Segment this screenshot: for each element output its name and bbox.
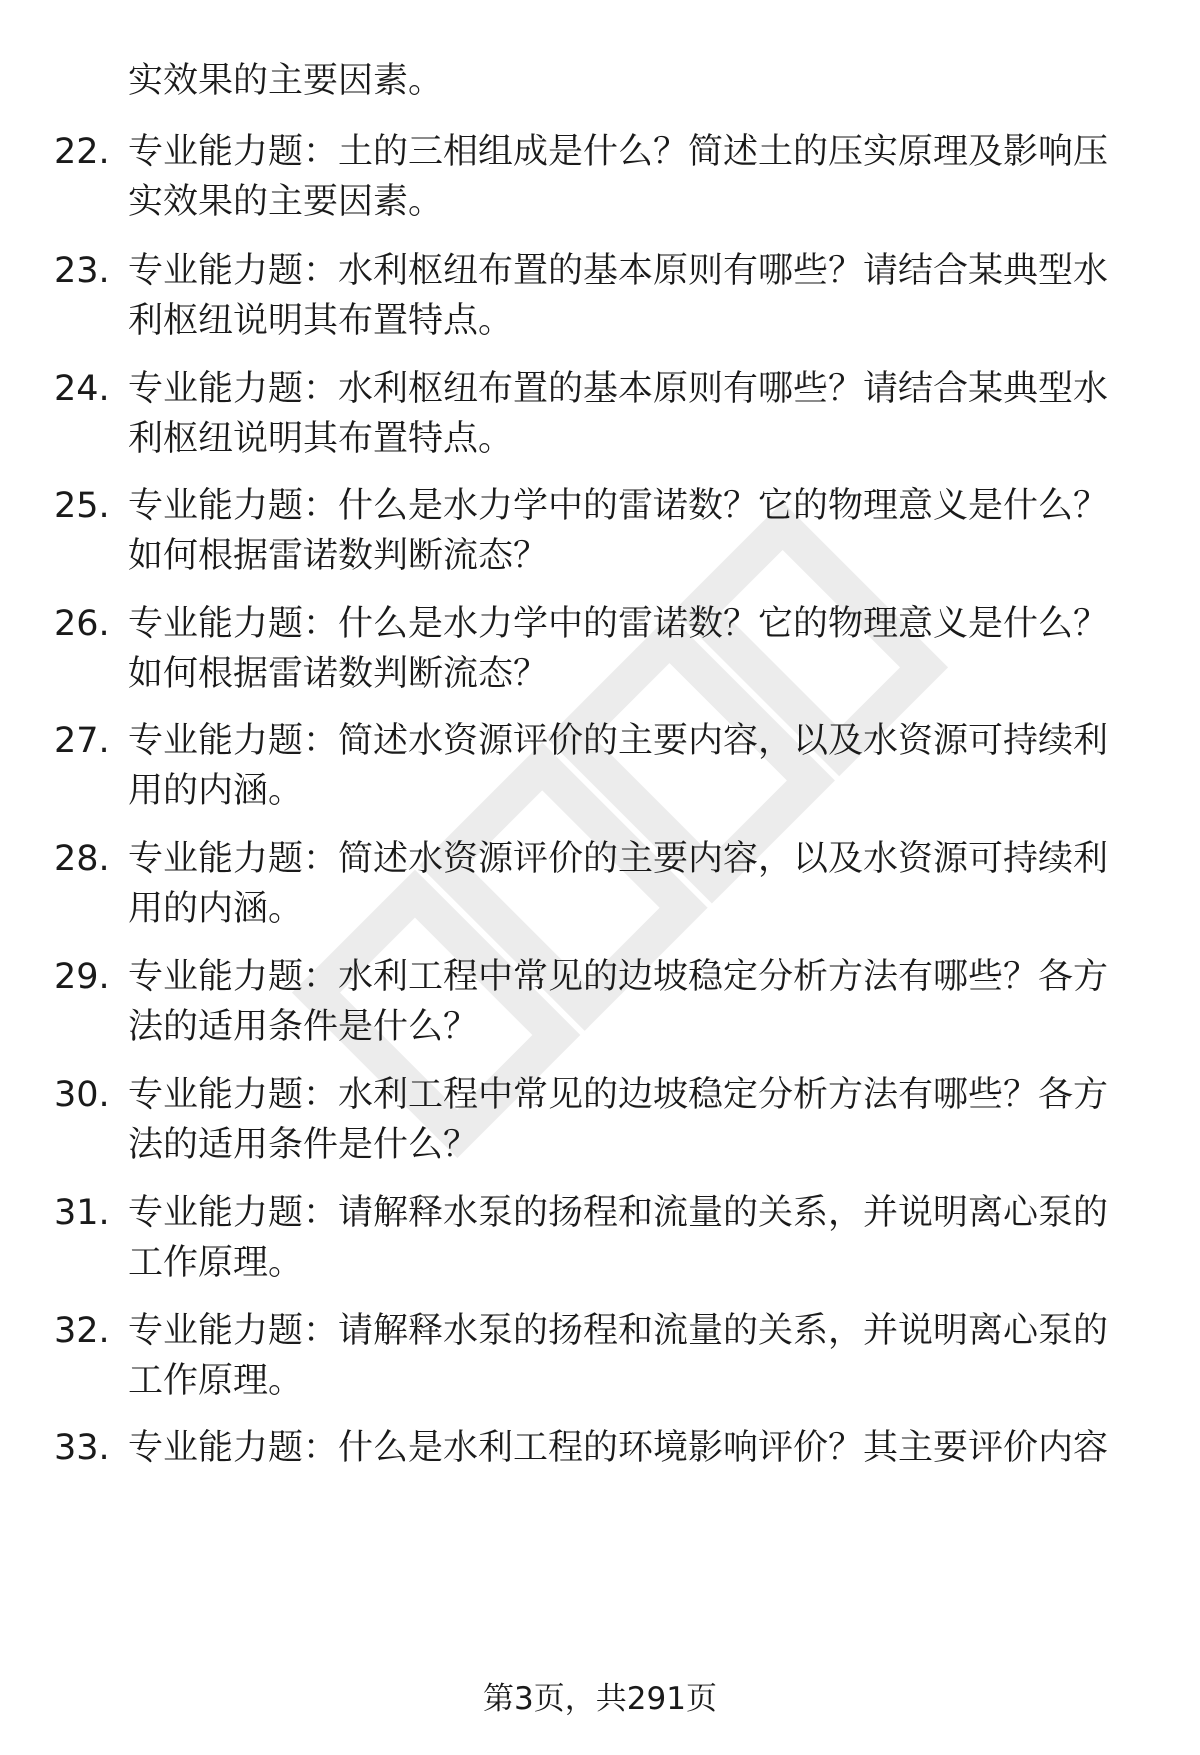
question-number: 30. bbox=[54, 1075, 110, 1115]
question-text-line-2: 用的内涵。 bbox=[128, 889, 304, 929]
question-number: 33. bbox=[54, 1428, 110, 1468]
continuation-text: 实效果的主要因素。 bbox=[128, 61, 444, 101]
question-text-line-1: 专业能力题：什么是水力学中的雷诺数？它的物理意义是什么？ bbox=[128, 604, 1109, 644]
question-text-line-1: 专业能力题：什么是水利工程的环境影响评价？其主要评价内容 bbox=[128, 1428, 1109, 1468]
question-number: 28. bbox=[54, 839, 110, 879]
question-text-line-1: 专业能力题：简述水资源评价的主要内容，以及水资源可持续利 bbox=[128, 839, 1109, 879]
question-text-line-1: 专业能力题：请解释水泵的扬程和流量的关系，并说明离心泵的 bbox=[128, 1193, 1109, 1233]
question-text-line-2: 利枢纽说明其布置特点。 bbox=[128, 301, 514, 341]
question-text-line-2: 利枢纽说明其布置特点。 bbox=[128, 419, 514, 459]
question-text-line-1: 专业能力题：土的三相组成是什么？简述土的压实原理及影响压 bbox=[128, 132, 1109, 172]
page-footer: 第3页，共291页 bbox=[483, 1681, 717, 1717]
question-text-line-2: 如何根据雷诺数判断流态？ bbox=[128, 654, 549, 694]
question-text-line-1: 专业能力题：水利枢纽布置的基本原则有哪些？请结合某典型水 bbox=[128, 251, 1109, 291]
question-number: 32. bbox=[54, 1311, 110, 1351]
question-text-line-2: 工作原理。 bbox=[128, 1361, 304, 1401]
question-number: 29. bbox=[54, 957, 110, 997]
question-text-line-1: 专业能力题：水利工程中常见的边坡稳定分析方法有哪些？各方 bbox=[128, 1075, 1109, 1115]
question-number: 31. bbox=[54, 1193, 110, 1233]
question-text-line-2: 用的内涵。 bbox=[128, 771, 304, 811]
question-text-line-2: 法的适用条件是什么？ bbox=[128, 1007, 479, 1047]
question-text-line-1: 专业能力题：什么是水力学中的雷诺数？它的物理意义是什么？ bbox=[128, 486, 1109, 526]
question-number: 24. bbox=[54, 369, 110, 409]
question-number: 23. bbox=[54, 251, 110, 291]
question-text-line-1: 专业能力题：请解释水泵的扬程和流量的关系，并说明离心泵的 bbox=[128, 1311, 1109, 1351]
question-text-line-1: 专业能力题：水利工程中常见的边坡稳定分析方法有哪些？各方 bbox=[128, 957, 1109, 997]
question-text-line-1: 专业能力题：水利枢纽布置的基本原则有哪些？请结合某典型水 bbox=[128, 369, 1109, 409]
question-number: 22. bbox=[54, 132, 110, 172]
question-number: 26. bbox=[54, 604, 110, 644]
question-text-line-2: 如何根据雷诺数判断流态？ bbox=[128, 536, 549, 576]
question-text-line-2: 法的适用条件是什么？ bbox=[128, 1125, 479, 1165]
question-number: 27. bbox=[54, 721, 110, 761]
question-number: 25. bbox=[54, 486, 110, 526]
question-text-line-2: 工作原理。 bbox=[128, 1243, 304, 1283]
question-text-line-1: 专业能力题：简述水资源评价的主要内容，以及水资源可持续利 bbox=[128, 721, 1109, 761]
question-text-line-2: 实效果的主要因素。 bbox=[128, 182, 444, 222]
